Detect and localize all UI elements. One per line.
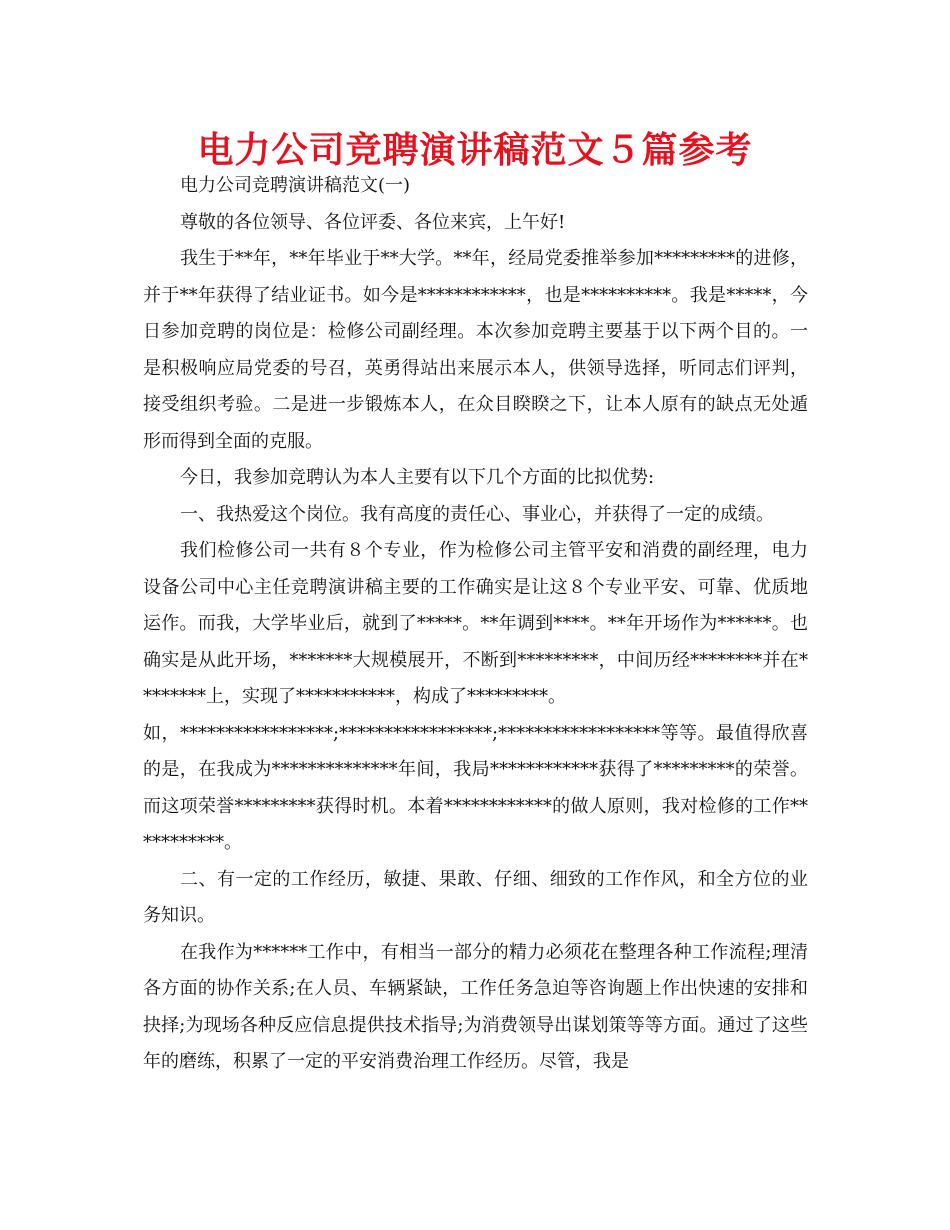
document-body: [143, 168, 808, 1081]
body-paragraph: 我生于**年，**年毕业于**大学。**年，经局党委推举参加*********的进修，并于**年获得了结业证书。如今是************，也是**********。我是*****，今日参加竞聘的岗位是：检修公司副经理。本次参加竞聘主要基于以下两个目的。一是积极响应局党委的号召，英勇得站出来展示本人，供领导选择，听同志们评判，接受组织考验。二是进一步锻炼本人，在众目睽睽之下，让本人原有的缺点无处遁形而得到全面的克服。: [143, 248, 808, 452]
body-paragraph: 如，*****************;*****************;******************等等。最值得欣喜的是，在我成为**************年间，我局************获得了*********的荣誉。而这项荣誉*********获得时机。本着************的做人原则，我对检修的工作***********。: [143, 722, 808, 853]
greeting-paragraph: 尊敬的各位领导、各位评委、各位来宾，上午好!: [180, 211, 566, 233]
body-paragraph: 在我作为******工作中，有相当一部分的精力必须花在整理各种工作流程;理清各方面的协作关系;在人员、车辆紧缺，工作任务急迫等咨询题上作出快速的安排和抉择;为现场各种反应信息提供技术指导;为消费领导出谋划策等等方面。通过了这些年的磨练，积累了一定的平安消费治理工作经历。尽管，我是: [143, 941, 808, 1072]
body-paragraph: 一、我热爱这个岗位。我有高度的责任心、事业心，并获得了一定的成绩。: [180, 503, 774, 525]
document-title: 电力公司竞聘演讲稿范文５篇参考: [197, 130, 753, 171]
body-paragraph: 今日，我参加竞聘认为本人主要有以下几个方面的比拟优势:: [180, 467, 655, 488]
body-paragraph: 二、有一定的工作经历，敏捷、果敢、仔细、细致的工作作风，和全方位的业务知识。: [143, 868, 808, 926]
section-heading: 电力公司竞聘演讲稿范文(一): [180, 175, 411, 196]
body-paragraph: 我们检修公司一共有８个专业，作为检修公司主管平安和消费的副经理，电力设备公司中心主任竞聘演讲稿主要的工作确实是让这８个专业平安、可靠、优质地运作。而我，大学毕业后，就到了*****。**年调到****。**年开场作为******。也确实是从此开场，*******大规模展开，不断到*********，中间历经********并在********上，实现了***********，构成了*********。: [143, 540, 808, 707]
